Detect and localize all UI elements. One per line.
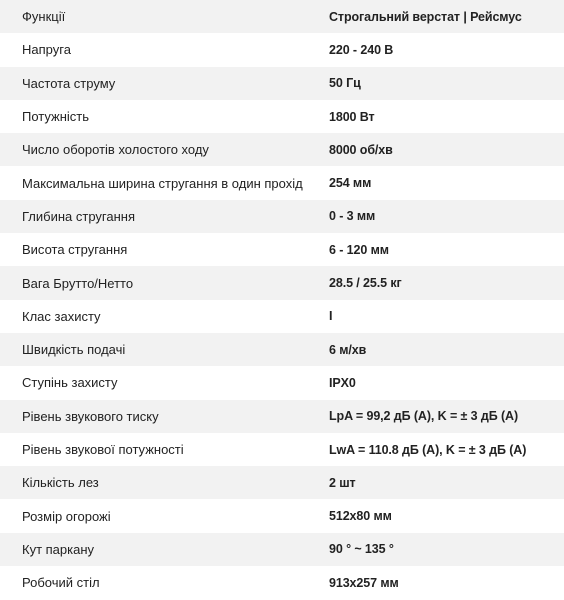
spec-label: Робочий стіл: [0, 566, 329, 599]
spec-value: IPX0: [329, 366, 564, 399]
table-row: [0, 466, 564, 499]
spec-label: Швидкість подачі: [0, 333, 329, 366]
spec-value: 50 Гц: [329, 67, 564, 100]
spec-label: Розмір огорожі: [0, 499, 329, 532]
spec-value: 28.5 / 25.5 кг: [329, 266, 564, 299]
table-row: [0, 433, 564, 466]
table-row: [0, 33, 564, 66]
spec-value: 220 - 240 В: [329, 33, 564, 66]
spec-value: 512x80 мм: [329, 499, 564, 532]
table-row: [0, 233, 564, 266]
spec-label: Висота стругання: [0, 233, 329, 266]
table-row: [0, 200, 564, 233]
table-row: [0, 0, 564, 33]
spec-value: LwA = 110.8 дБ (A), K = ± 3 дБ (A): [329, 433, 564, 466]
spec-label: Глибина стругання: [0, 200, 329, 233]
spec-value: 6 м/хв: [329, 333, 564, 366]
table-row: [0, 133, 564, 166]
table-row: [0, 366, 564, 399]
table-row: [0, 400, 564, 433]
spec-label: Кут паркану: [0, 533, 329, 566]
spec-value: 1800 Вт: [329, 100, 564, 133]
spec-label: Ступінь захисту: [0, 366, 329, 399]
table-row: [0, 300, 564, 333]
spec-label: Число оборотів холостого ходу: [0, 133, 329, 166]
spec-label: Клас захисту: [0, 300, 329, 333]
table-row: [0, 166, 564, 199]
spec-label: Рівень звукового тиску: [0, 400, 329, 433]
spec-label: Напруга: [0, 33, 329, 66]
table-row: [0, 100, 564, 133]
table-row: [0, 533, 564, 566]
spec-value: 6 - 120 мм: [329, 233, 564, 266]
table-row: [0, 499, 564, 532]
spec-label: Вага Брутто/Нетто: [0, 266, 329, 299]
spec-label: Частота струму: [0, 67, 329, 100]
spec-value: 90 ° ~ 135 °: [329, 533, 564, 566]
spec-label: Функції: [0, 0, 329, 33]
spec-label: Рівень звукової потужності: [0, 433, 329, 466]
spec-value: LpA = 99,2 дБ (A), K = ± 3 дБ (A): [329, 400, 564, 433]
table-row: [0, 266, 564, 299]
spec-value: Строгальний верстат | Рейсмус: [329, 0, 564, 33]
spec-value: 254 мм: [329, 166, 564, 199]
spec-value: 8000 об/хв: [329, 133, 564, 166]
spec-label: Кількість лез: [0, 466, 329, 499]
spec-value: I: [329, 300, 564, 333]
table-row: [0, 333, 564, 366]
table-row: [0, 67, 564, 100]
spec-value: 0 - 3 мм: [329, 200, 564, 233]
spec-value: 2 шт: [329, 466, 564, 499]
spec-value: 913x257 мм: [329, 566, 564, 599]
spec-label: Потужність: [0, 100, 329, 133]
spec-label: Максимальна ширина стругання в один прохід: [0, 166, 329, 199]
table-row: [0, 566, 564, 599]
